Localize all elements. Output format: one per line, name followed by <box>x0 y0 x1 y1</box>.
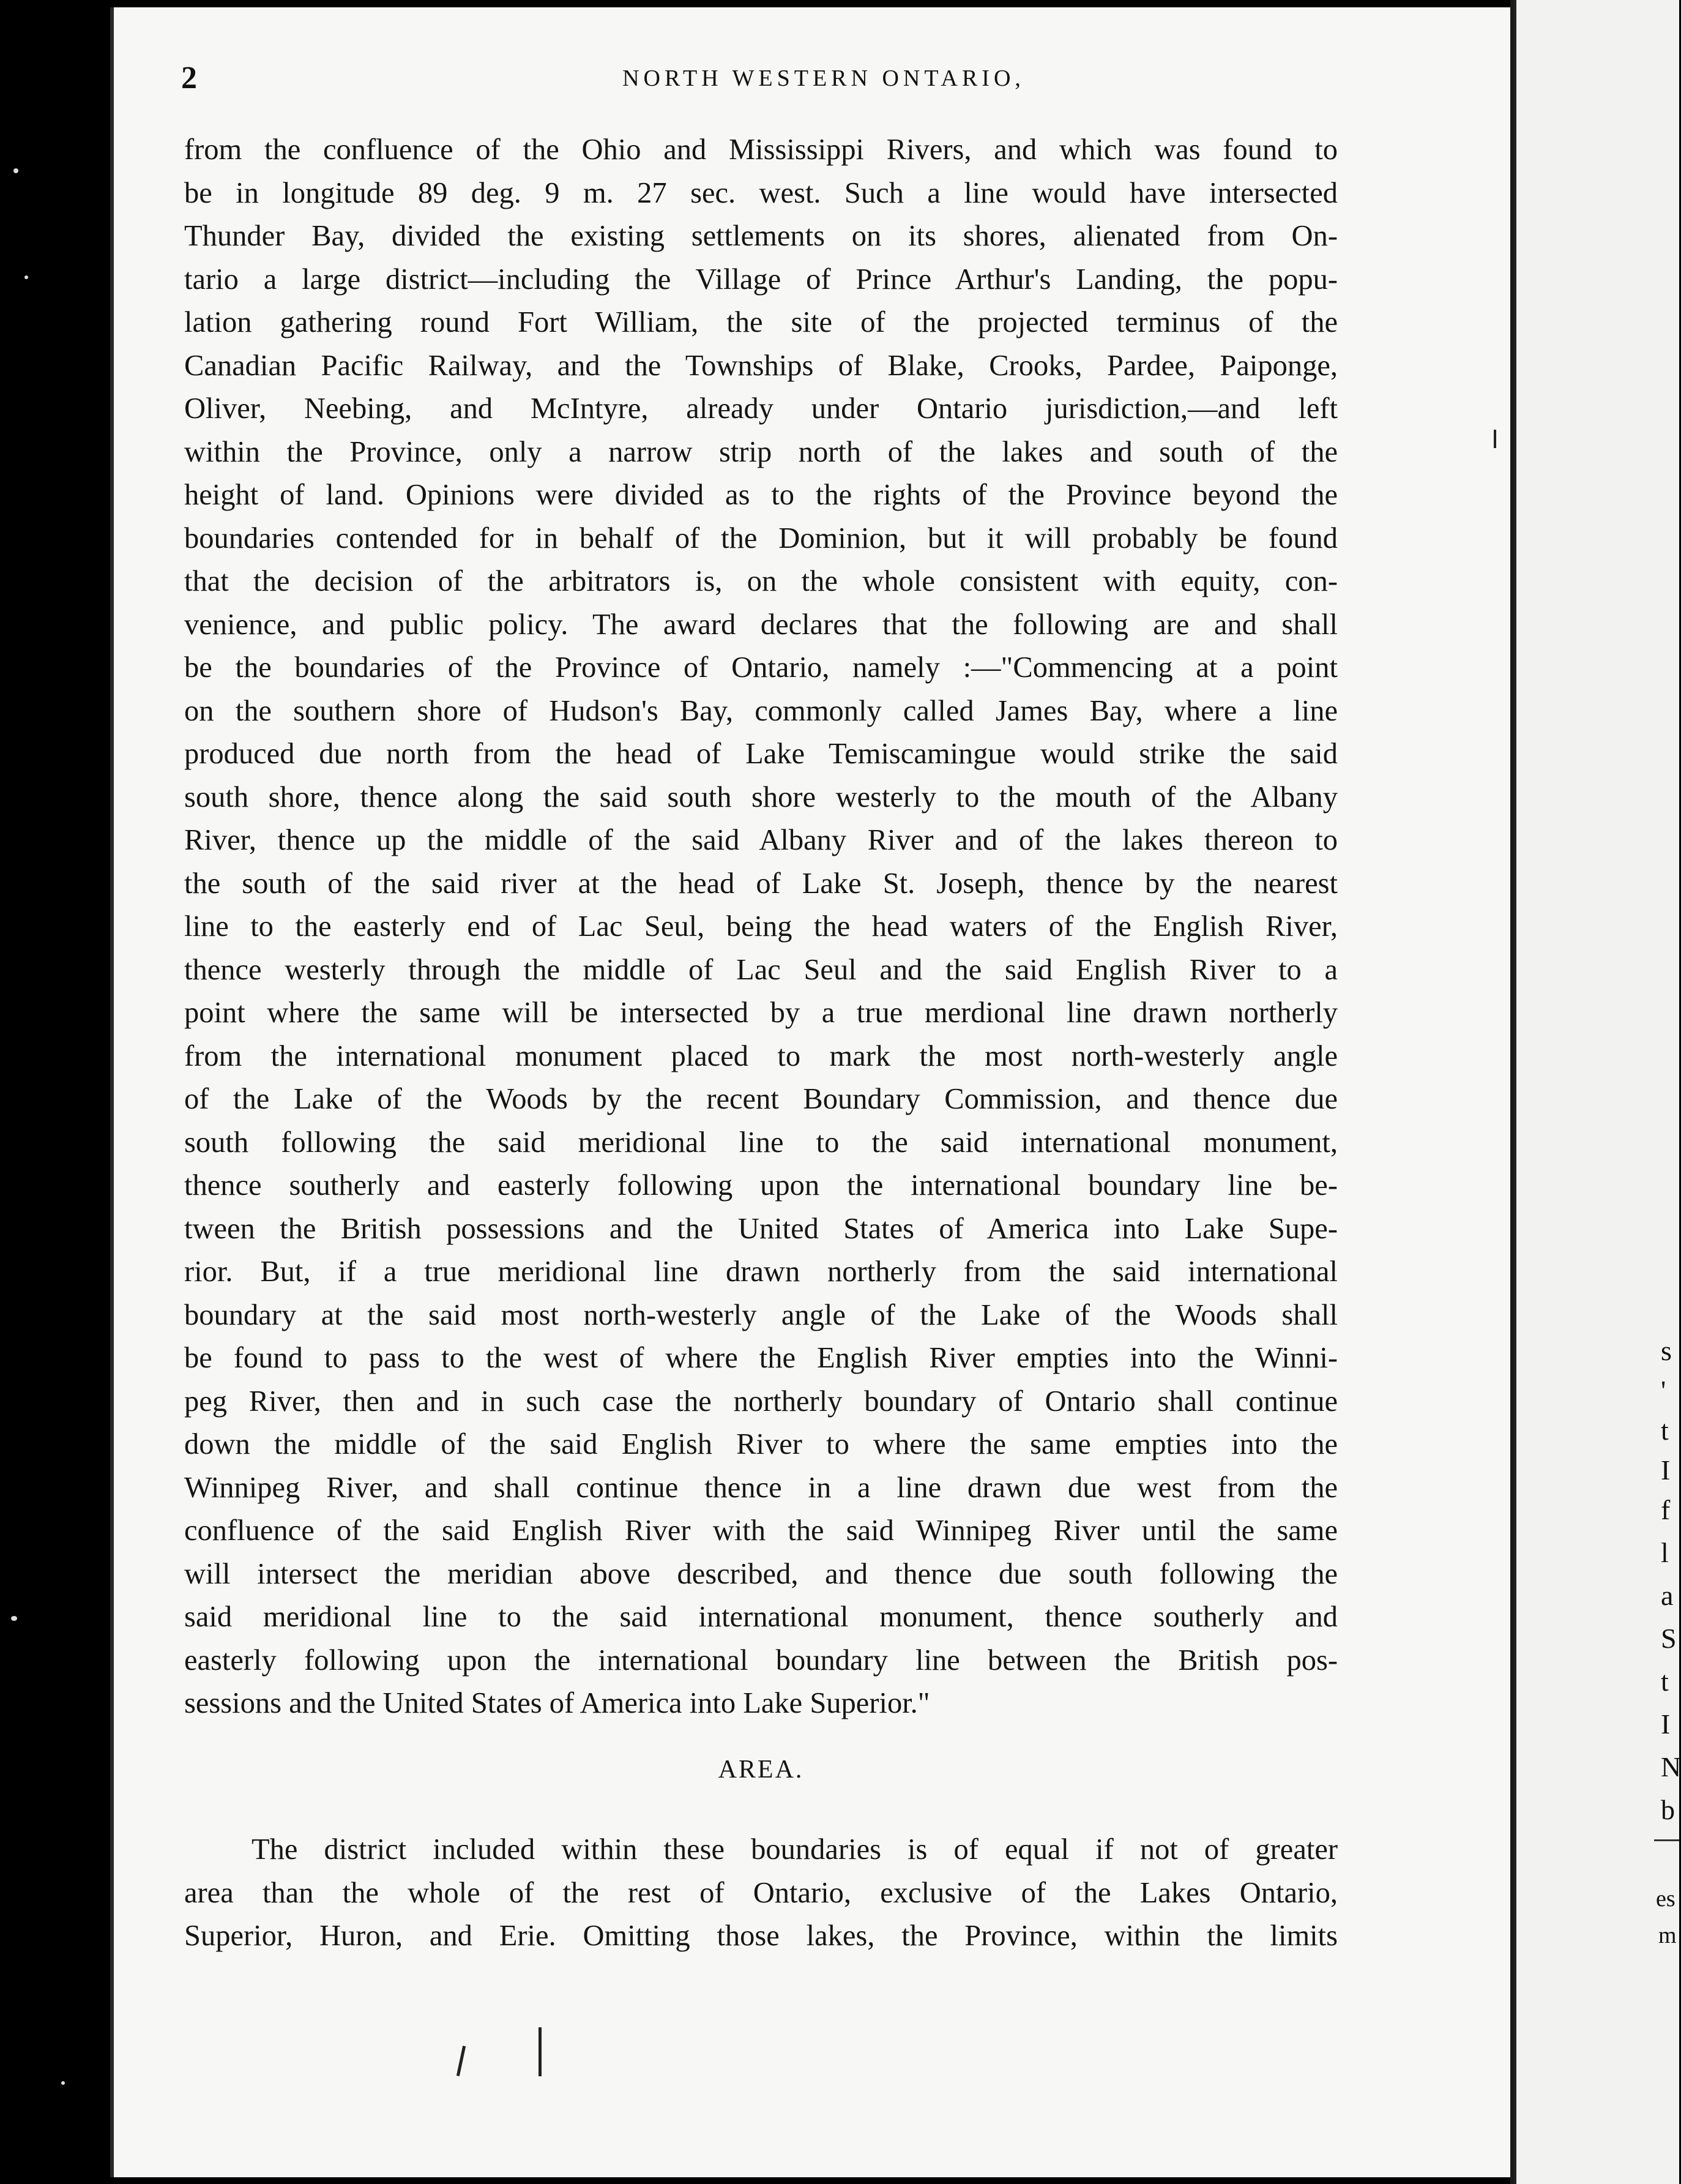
scan-speck <box>11 1616 17 1621</box>
text-line: point where the same will be intersected by a true merdional line drawn northerly <box>184 997 1338 1029</box>
scan-mark <box>1494 430 1496 448</box>
book-page <box>110 7 1515 2177</box>
scan-speck <box>13 168 18 173</box>
text-line: south following the said meridional line to the said international monument, <box>184 1126 1338 1159</box>
page-number: 2 <box>181 61 197 95</box>
adjacent-text-fragment: I <box>1661 1454 1671 1486</box>
scan-mark <box>457 2046 466 2076</box>
adjacent-page-edge <box>1514 0 1679 2184</box>
text-line: height of land. Opinions were divided as to the rights of the Province beyond the <box>184 479 1338 511</box>
page-header <box>181 60 1466 97</box>
scan-speck <box>61 2081 65 2085</box>
text-line: The district included within these boundaries is of equal if not of greater <box>252 1833 1338 1866</box>
adjacent-text-fragment: t <box>1661 1666 1669 1697</box>
text-line: from the international monument placed to mark the most north-westerly angle <box>184 1039 1338 1072</box>
area-paragraph <box>184 1828 1338 1958</box>
adjacent-text-fragment: a <box>1661 1580 1674 1611</box>
text-line: line to the easterly end of Lac Seul, being the head waters of the English River, <box>184 910 1338 943</box>
adjacent-text-fragment: f <box>1661 1494 1671 1525</box>
section-heading: AREA. <box>718 1756 804 1784</box>
text-line: Oliver, Neebing, and McIntyre, already under Ontario jurisdiction,—and left <box>184 392 1338 425</box>
text-line: sessions and the United States of America into Lake Superior." <box>184 1687 930 1719</box>
text-line: be in longitude 89 deg. 9 m. 27 sec. west. Such a line would have intersected <box>184 176 1338 209</box>
text-line: tween the British possessions and the United States of America into Lake Supe- <box>184 1212 1338 1245</box>
adjacent-footnote-rule <box>1654 1839 1679 1841</box>
adjacent-text-fragment: s <box>1661 1335 1672 1366</box>
text-line: said meridional line to the said international monument, thence southerly and <box>184 1601 1338 1633</box>
text-line: peg River, then and in such case the northerly boundary of Ontario shall continue <box>184 1385 1338 1418</box>
text-line: within the Province, only a narrow strip north of the lakes and south of the <box>184 435 1338 468</box>
text-line: area than the whole of the rest of Ontario, exclusive of the Lakes Ontario, <box>184 1876 1338 1909</box>
text-line: rior. But, if a true meridional line drawn northerly from the said international <box>184 1255 1338 1288</box>
text-line: of the Lake of the Woods by the recent Boundary Commission, and thence due <box>184 1083 1338 1115</box>
adjacent-text-fragment: m <box>1658 1923 1677 1948</box>
text-line: thence southerly and easterly following upon the international boundary line be- <box>184 1169 1338 1202</box>
text-line: boundary at the said most north-westerly angle of the Lake of the Woods shall <box>184 1298 1338 1331</box>
text-line: down the middle of the said English River to where the same empties into the <box>184 1428 1338 1460</box>
adjacent-text-fragment: N <box>1661 1751 1681 1782</box>
adjacent-text-fragment: S <box>1661 1623 1677 1654</box>
text-line: easterly following upon the international boundary line between the British pos- <box>184 1644 1338 1677</box>
text-line: on the southern shore of Hudson's Bay, commonly called James Bay, where a line <box>184 694 1338 727</box>
adjacent-text-fragment: ' <box>1661 1375 1666 1406</box>
scan-speck <box>24 275 28 279</box>
scan-mark <box>539 2027 542 2076</box>
adjacent-text-fragment: b <box>1661 1794 1675 1825</box>
text-line: thence westerly through the middle of Lac Seul and the said English River to a <box>184 953 1338 986</box>
adjacent-text-fragment: l <box>1661 1537 1669 1568</box>
text-line: venience, and public policy. The award declares that the following are and shall <box>184 608 1338 641</box>
adjacent-text-fragment: t <box>1661 1415 1669 1446</box>
text-line: south shore, thence along the said south shore westerly to the mouth of the Albany <box>184 780 1338 813</box>
text-line: lation gathering round Fort William, the site of the projected terminus of the <box>184 306 1338 338</box>
text-line: River, thence up the middle of the said Albany River and of the lakes thereon to <box>184 824 1338 856</box>
main-paragraph <box>184 129 1338 1726</box>
text-line: the south of the said river at the head of Lake St. Joseph, thence by the nearest <box>184 867 1338 900</box>
text-line: that the decision of the arbitrators is, on the whole consistent with equity, con- <box>184 565 1338 597</box>
text-line: from the confluence of the Ohio and Mississippi Rivers, and which was found to <box>184 133 1338 166</box>
running-title: NORTH WESTERN ONTARIO, <box>622 65 1025 91</box>
text-line: produced due north from the head of Lake Temiscamingue would strike the said <box>184 738 1338 770</box>
text-line: Superior, Huron, and Erie. Omitting those lakes, the Province, within the limits <box>184 1920 1338 1952</box>
text-line: Winnipeg River, and shall continue thence in a line drawn due west from the <box>184 1471 1338 1504</box>
adjacent-text-fragment: I <box>1661 1708 1671 1740</box>
text-line: boundaries contended for in behalf of the Dominion, but it will probably be found <box>184 522 1338 555</box>
text-line: be found to pass to the west of where the English River empties into the Winni- <box>184 1342 1338 1374</box>
adjacent-text-fragment: es <box>1656 1886 1675 1912</box>
text-line: be the boundaries of the Province of Ontario, namely :—"Commencing at a point <box>184 651 1338 684</box>
text-line: Thunder Bay, divided the existing settlements on its shores, alienated from On- <box>184 220 1338 252</box>
text-line: Canadian Pacific Railway, and the Townships of Blake, Crooks, Pardee, Paiponge, <box>184 349 1338 382</box>
text-line: will intersect the meridian above described, and thence due south following the <box>184 1557 1338 1590</box>
text-line: tario a large district—including the Village of Prince Arthur's Landing, the popu- <box>184 263 1338 296</box>
text-line: confluence of the said English River with the said Winnipeg River until the same <box>184 1514 1338 1547</box>
